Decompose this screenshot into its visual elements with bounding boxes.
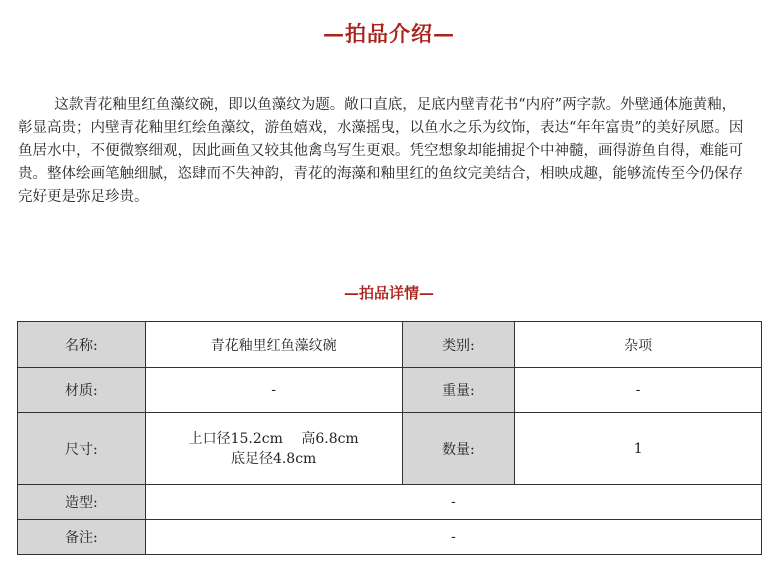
- notes-value: -: [145, 520, 761, 555]
- quantity-label: 数量:: [402, 413, 515, 485]
- shape-value: -: [145, 485, 761, 520]
- table-row: [18, 413, 762, 485]
- name-label: 名称:: [18, 322, 146, 368]
- material-value: -: [145, 368, 402, 413]
- table-row: [18, 322, 762, 368]
- table-row: [18, 520, 762, 555]
- size-label: 尺寸:: [18, 413, 146, 485]
- table-row: [18, 368, 762, 413]
- table-row: [18, 485, 762, 520]
- category-value: 杂项: [515, 322, 762, 368]
- page-title: —拍品介绍—: [323, 21, 455, 46]
- notes-label: 备注:: [18, 520, 146, 555]
- details-title: —拍品详情—: [343, 284, 434, 302]
- size-line-1: 上口径15.2cm 高6.8cm: [188, 430, 359, 447]
- weight-label: 重量:: [402, 368, 515, 413]
- details-table: [17, 321, 762, 555]
- weight-value: -: [515, 368, 762, 413]
- quantity-value: 1: [515, 413, 762, 485]
- intro-paragraph: 这款青花釉里红鱼藻纹碗，即以鱼藻纹为题。敞口直底，足底内壁青花书“内府”两字款。外壁通体施黄釉，彰显高贵；内壁青花釉里红绘鱼藻纹，游鱼嬉戏，水藻摇曳，以鱼水之乐为纹饰，表达“年年富贵”的美好夙愿。因鱼居水中，不便微察细观，因此画鱼又较其他禽鸟写生更艰。凭空想象却能捕捉个中神髓，画得游鱼自得，难能可贵。整体绘画笔触细腻，恣肆而不失神韵，青花的海藻和釉里红的鱼纹完美结合，相映成趣，能够流传至今仍保存完好更是弥足珍贵。: [18, 97, 744, 205]
- size-line-2: 底足径4.8cm: [230, 450, 317, 467]
- name-value: 青花釉里红鱼藻纹碗: [145, 322, 402, 368]
- size-value: [145, 413, 402, 485]
- material-label: 材质:: [18, 368, 146, 413]
- category-label: 类别:: [402, 322, 515, 368]
- shape-label: 造型:: [18, 485, 146, 520]
